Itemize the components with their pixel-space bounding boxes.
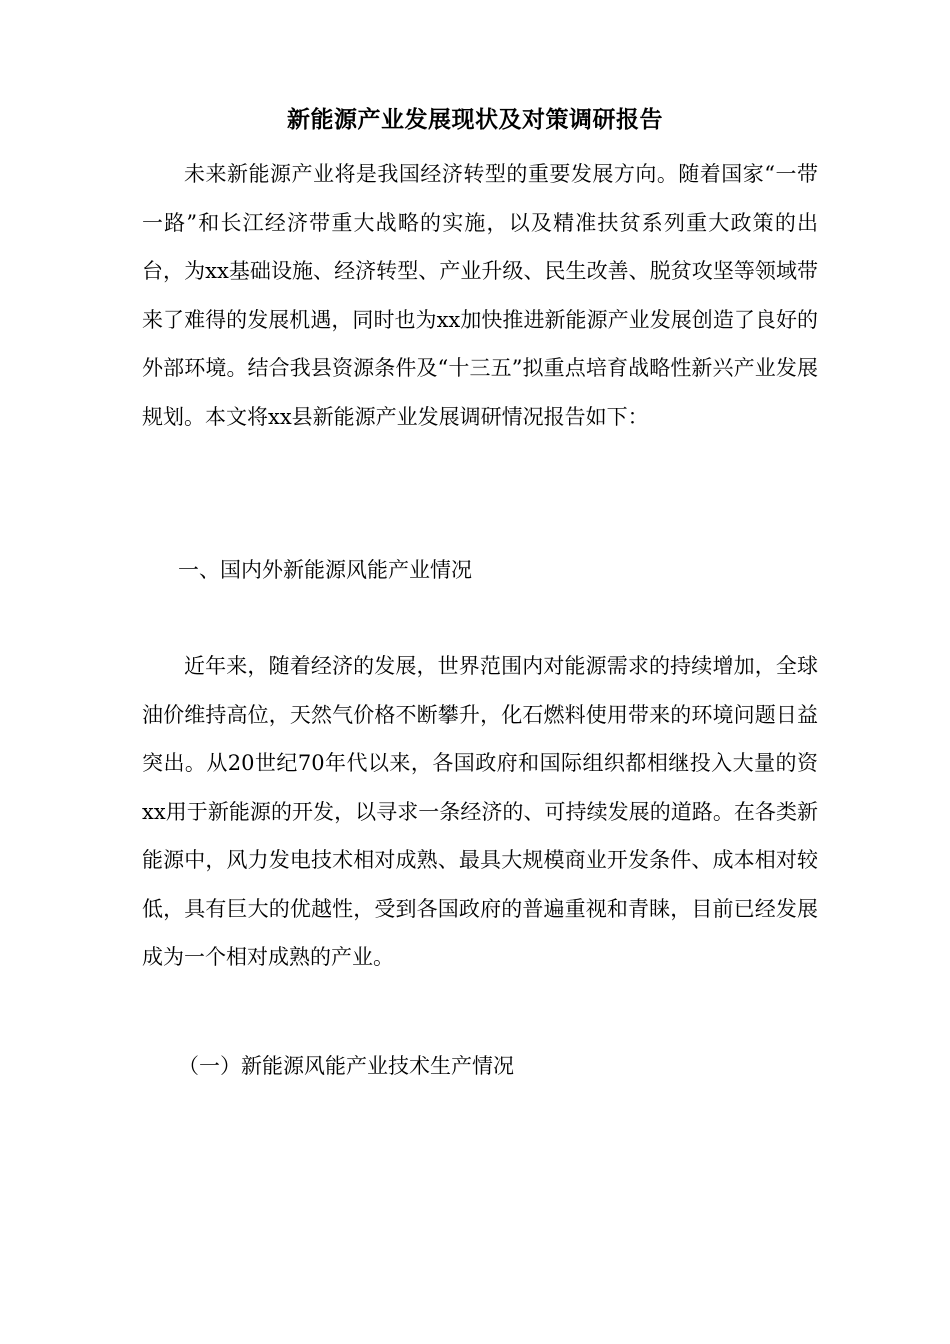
document-title: 新能源产业发展现状及对策调研报告	[287, 106, 663, 133]
section-heading-1: 一、国内外新能源风能产业情况	[178, 558, 472, 582]
subsection-heading-1: （一）新能源风能产业技术生产情况	[178, 1054, 514, 1078]
body-paragraph: 近年来，随着经济的发展，世界范围内对能源需求的持续增加，全球油价维持高位，天然气价格不断攀升，化石燃料使用带来的环境问题日益突出。从20世纪70年代以来，各国政府和国际组织都相继投入大量的资xx用于新能源的开发，以寻求一条经济的、可持续发展的道路。在各类新能源中，风力发电技术相对成熟、最具大规模商业开发条件、成本相对较低，具有巨大的优越性，受到各国政府的普遍重视和青睐，目前已经发展成为一个相对成熟的产业。	[142, 654, 818, 969]
intro-paragraph: 未来新能源产业将是我国经济转型的重要发展方向。随着国家“一带一路”和长江经济带重大战略的实施，以及精准扶贫系列重大政策的出台，为xx基础设施、经济转型、产业升级、民生改善、脱贫攻坚等领域带来了难得的发展机遇，同时也为xx加快推进新能源产业发展创造了良好的外部环境。结合我县资源条件及“十三五”拟重点培育战略性新兴产业发展规划。本文将xx县新能源产业发展调研情况报告如下：	[142, 162, 818, 429]
